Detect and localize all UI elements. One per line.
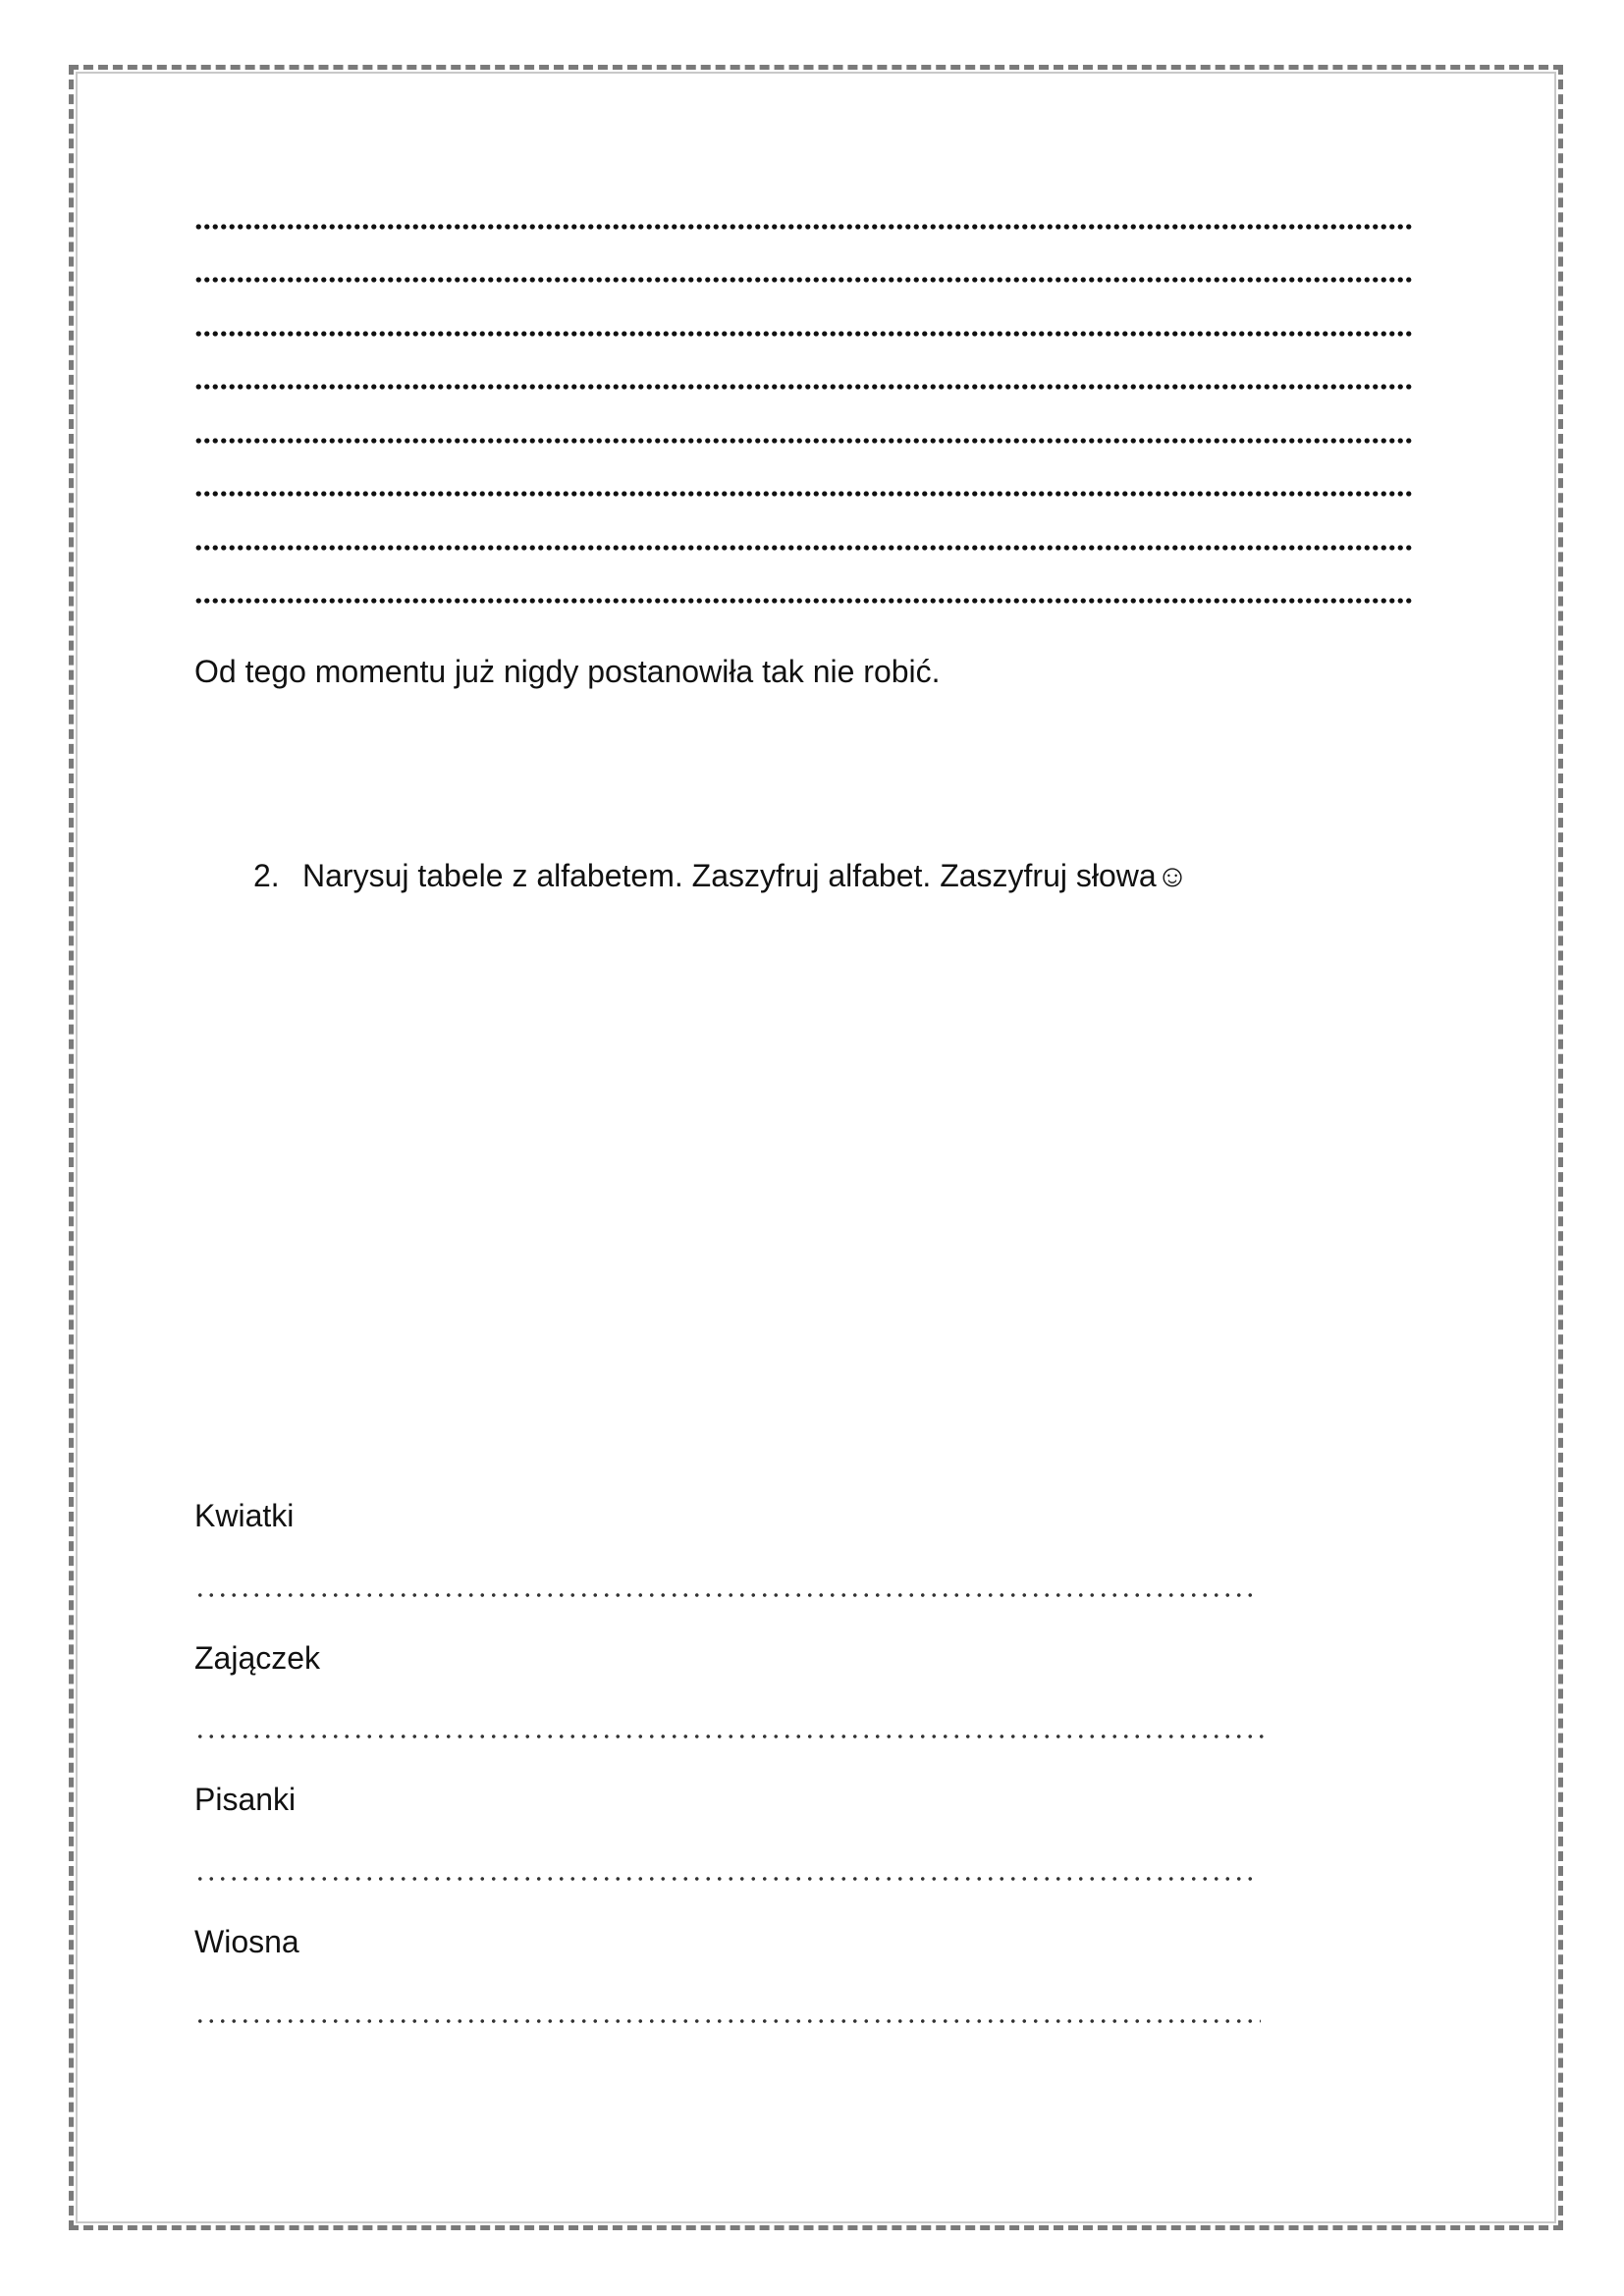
writing-line — [194, 436, 1412, 446]
writing-line — [194, 382, 1412, 392]
writing-line — [194, 489, 1412, 499]
writing-line — [194, 543, 1412, 553]
story-ending-sentence: Od tego momentu już nigdy postanowiła tak nie robić. — [194, 654, 941, 689]
word-label: Kwiatki — [194, 1498, 295, 1533]
answer-line[interactable] — [194, 1876, 1255, 1882]
writing-line — [194, 275, 1412, 285]
task-2 — [253, 856, 1188, 895]
word-label: Pisanki — [194, 1782, 297, 1817]
answer-line[interactable] — [194, 1734, 1271, 1739]
writing-line — [194, 329, 1412, 339]
word-label: Zajączek — [194, 1640, 321, 1676]
answer-line[interactable] — [194, 2018, 1261, 2024]
word-label: Wiosna — [194, 1924, 299, 1959]
answer-line[interactable] — [194, 1592, 1255, 1598]
writing-line — [194, 596, 1412, 606]
task-instruction: Narysuj tabele z alfabetem. Zaszyfruj alfabet. Zaszyfruj słowa☺ — [302, 858, 1189, 893]
writing-line — [194, 222, 1412, 232]
task-number: 2. — [253, 858, 280, 893]
